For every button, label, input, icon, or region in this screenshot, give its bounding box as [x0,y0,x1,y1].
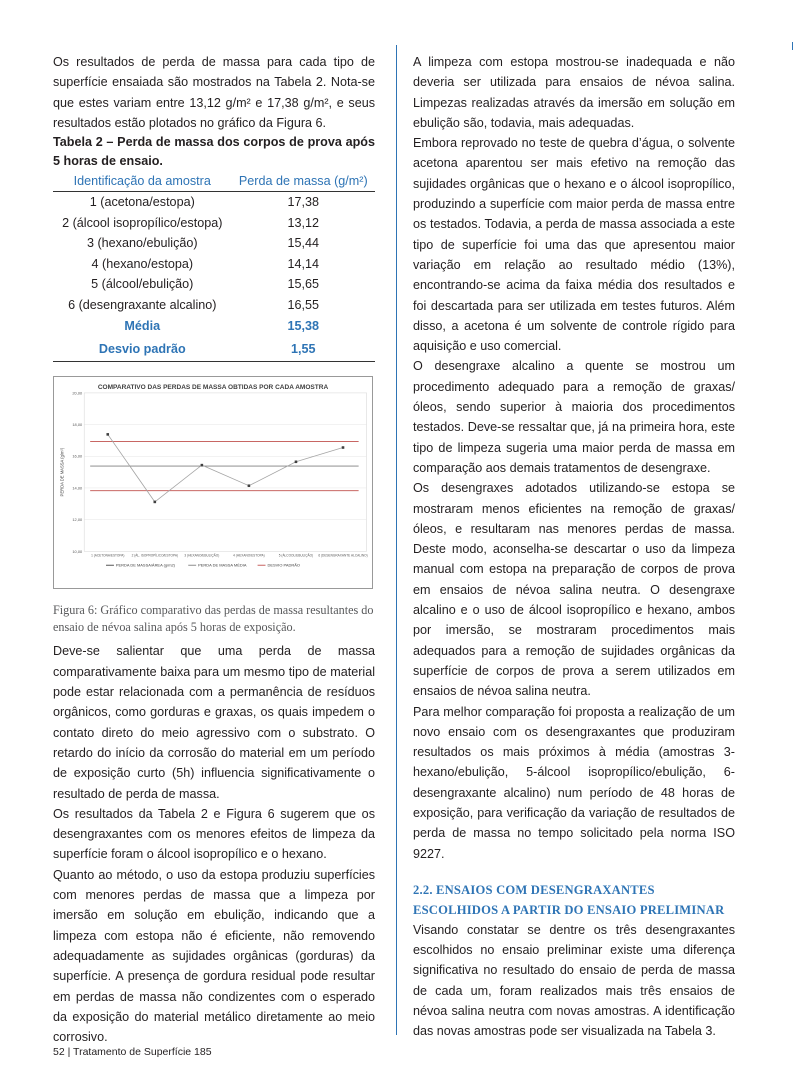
table-cell: 16,55 [287,297,320,312]
corner-mark [792,42,793,50]
legend-label: DESVIO PADRÃO [267,562,300,568]
legend-label: PERDA DE MASSA/ÁREA (g/m2) [115,562,176,568]
table-cell: 1 (acetona/estopa) [89,195,195,210]
data-point [201,464,204,467]
table-row [53,295,375,316]
paragraph: Quanto ao método, o uso da estopa produziu superfícies com menores perdas de massa que a limpeza por imersão em solução em ebulição, indicando que a limpeza com estopa não é eficiente, não removendo adequadamente as sujidades orgânicas (gorduras) da superfície. A presença de gordura residual pode resultar em perdas de massa não condizentes com o esperado da exposição do material metálico diretamente ao meio corrosivo. [53,867,375,1045]
table-row-std [53,338,375,362]
y-axis-label: PERDA DE MASSA (g/m²) [59,447,65,497]
data-point [106,433,109,436]
table-cell: 2 (álcool isopropílico/estopa) [62,215,223,230]
paragraph: Os resultados de perda de massa para cada tipo de superfície ensaiada são mostrados na Tabela 2. Nota-se que estes variam entre 13,12 g/m² e 17,38 g/m², e seus resultados estão plotados no gráfico da Figura 6. [53,55,375,130]
paragraph: Deve-se salientar que uma perda de massa comparativamente baixa para um mesmo tipo de material pode estar relacionada com a permanência de resíduos orgânicos, como gorduras e graxas, os quais impedem o contato direto do meio agressivo com o substrato. O retardo do início da corrosão do material em um período de exposição curto (5h) influencia significativamente o resultado de perda de massa. [53,644,375,801]
data-point [248,485,251,488]
y-tick-label: 16,00 [72,453,83,459]
table-cell: 5 (álcool/ebulição) [91,277,194,292]
x-tick-label: 6 (DESENGRAXANTE ALCALINO) [318,553,368,558]
paragraph: Os resultados da Tabela 2 e Figura 6 sugerem que os desengraxantes com os menores efeitos de limpeza da superfície foram o álcool isopropílico e o hexano. [53,806,375,862]
paragraph: Embora reprovado no teste de quebra d’água, o solvente acetona aparentou ser mais efetivo na remoção das sujidades orgânicas que o hexano e o álcool isopropílico, produzindo a superfície com maior perda de massa entre os testados. Todavia, a perda de massa associada a este tipo de superfície foi uma das que apresentou maior variação em relação ao resultado médio (13%), encontrando-se acima da faixa média dos resultados e foi descartada para ser utilizada em testes futuros. Além disso, a acetona é um solvente de controle rígido para aquisição e uso comercial. [413,136,735,354]
table-cell: 15,38 [287,319,320,334]
section-heading: 2.2. ENSAIOS COM DESENGRAXANTES ESCOLHIDOS A PARTIR DO ENSAIO PRELIMINAR [413,882,725,917]
table-cell: 6 (desengraxante alcalino) [68,297,217,312]
table-cell: Média [124,319,161,334]
table-cell: 14,14 [287,256,320,271]
table-cell: Desvio padrão [98,342,186,357]
table-row [53,233,375,254]
legend-label: PERDA DE MASSA MÉDIA [198,562,247,568]
table-cell: 17,38 [287,195,320,210]
x-tick-label: 1 (ACETONA/ESTOPA) [91,553,125,558]
table-cell: 4 (hexano/estopa) [91,256,194,271]
table-cell: 13,12 [287,215,320,230]
mass-loss-chart [53,376,373,589]
data-point [295,461,298,464]
right-column [413,52,735,1042]
table-header-sample: Identificação da amostra [53,171,232,192]
data-point [154,501,157,504]
column-divider [396,45,397,1035]
paragraph: A limpeza com estopa mostrou-se inadequada e não deveria ser utilizada para ensaios de névoa salina. Limpezas realizadas através da imersão em solução em ebulição são, todavia, mais adequadas. [413,55,735,130]
chart-title: COMPARATIVO DAS PERDAS DE MASSA OBTIDAS POR CADA AMOSTRA [97,384,329,392]
table-cell: 15,65 [287,277,320,292]
y-tick-label: 20,00 [72,390,83,396]
table-cell: 3 (hexano/ebulição) [86,236,198,251]
paragraph: Os desengraxes adotados utilizando-se estopa se mostraram menos eficientes na remoção de graxas/ óleos, e resultaram nas menores perdas de massa. Deste modo, aconselha-se descartar o uso da limpeza manual com estopa na preparação de corpos de prova em ensaios de névoa salina neutra. O desengraxe alcalino e o uso de álcool isopropílico e hexano, ambos por imersão, se mostraram procedimentos mais adequados para a remoção de sujidades orgânicas da superfície de corpos de prova a serem utilizados em ensaios de névoa salina neutra. [413,481,735,699]
y-tick-label: 10,00 [72,549,83,555]
data-point [342,446,345,449]
table-caption: Tabela 2 – Perda de massa dos corpos de prova após 5 horas de ensaio. [53,135,375,169]
table-row [53,213,375,234]
left-column [53,52,375,1047]
paragraph: O desengraxe alcalino a quente se mostrou um procedimento adequado para a remoção de graxas/ óleos, sendo superior à maioria dos procedimentos testados. Deve-se ressaltar que, já na primeira hora, este tipo de limpeza sugeria uma maior perda de massa em comparação aos demais tratamentos de desengraxe. [413,359,735,475]
table-row [53,192,375,213]
table-cell: 15,44 [287,236,320,251]
y-tick-label: 18,00 [72,422,83,428]
figure-caption: Figura 6: Gráfico comparativo das perdas de massa resultantes do ensaio de névoa salina após 5 horas de exposição. [53,603,374,634]
table-cell: 1,55 [291,342,316,357]
paragraph: Para melhor comparação foi proposta a realização de um novo ensaio com os desengraxantes que produziram resultados os mais próximos à média (amostras 3-hexano/ebulição, 5-álcool isopropílico/ebulição, 6-desengraxante alcalino) num período de 48 horas de exposição, para verificação da variação de resultados de perda de massa no tempo solicitado pela norma ISO 9227. [413,704,735,861]
table-row [53,274,375,295]
mass-loss-table [53,171,375,362]
y-tick-label: 14,00 [72,485,83,491]
table-row [53,254,375,275]
page-footer: 52 | Tratamento de Superfície 185 [53,1046,212,1058]
x-tick-label: 4 (HEXANO/ESTOPA) [233,553,265,558]
x-tick-label: 3 (HEXANO/EBULIÇÃO) [184,553,220,558]
y-tick-label: 12,00 [72,517,83,523]
table-row-mean [53,315,375,338]
x-tick-label: 2 (ÁL. ISOPROPÍLICO/ESTOPA) [131,553,178,558]
x-tick-label: 5 (ÁLCOOL/EBULIÇÃO) [278,553,314,558]
paragraph: Visando constatar se dentre os três desengraxantes escolhidos no ensaio preliminar existe uma diferença significativa no resultado do ensaio de perda de massa de cada um, foram realizados mais três ensaios de névoa salina neutra com novas amostras. A identificação das novas amostras pode ser visualizada na Tabela 3. [413,922,735,1039]
table-header-mass-loss: Perda de massa (g/m²) [232,171,375,192]
